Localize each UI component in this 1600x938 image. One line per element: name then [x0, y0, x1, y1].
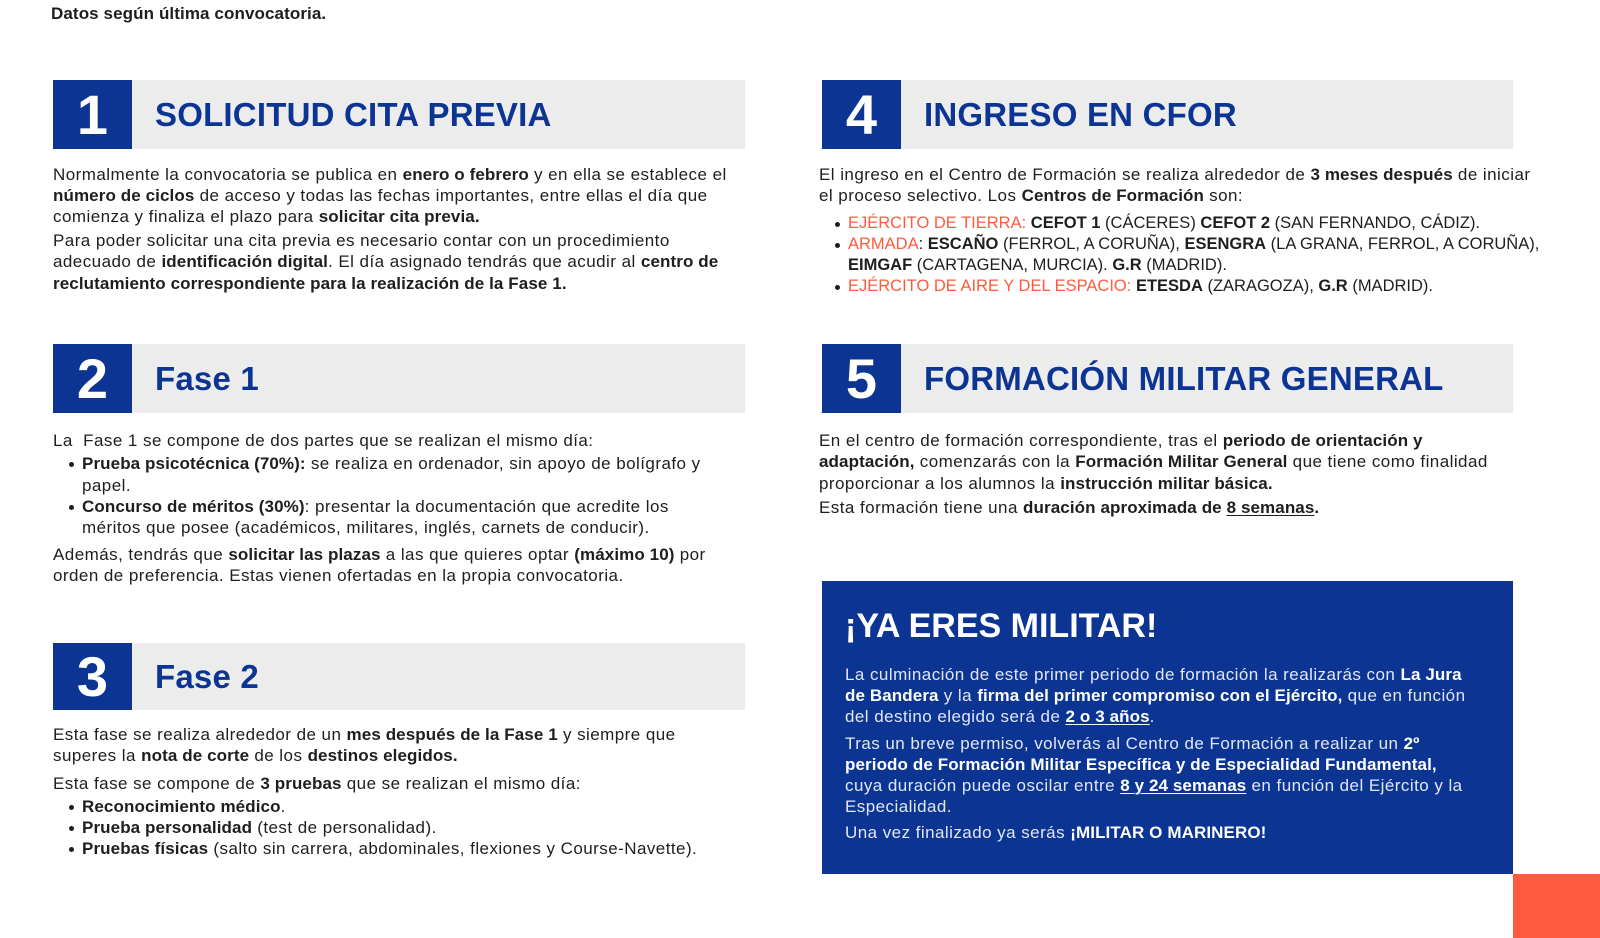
bold-text: ESENGRA — [1184, 234, 1267, 253]
text: por — [674, 544, 706, 564]
section-header-fase-2 — [53, 643, 745, 710]
list-item — [53, 817, 745, 838]
text: cuya duración puede oscilar entre — [845, 775, 1121, 795]
paragraph — [819, 430, 1579, 494]
list-item — [53, 453, 745, 496]
text-line — [53, 185, 745, 206]
text: en función del Ejército y la — [1246, 775, 1463, 795]
branch-name: EJÉRCITO DE TIERRA: — [848, 213, 1027, 232]
text: En el centro de formación correspondiente, tras el — [819, 431, 1223, 450]
text: papel. — [82, 475, 132, 495]
text: Una vez finalizado ya serás — [845, 822, 1071, 842]
section-body-solicitud-cita-previa — [53, 164, 745, 294]
text-line — [845, 796, 1466, 817]
bullet-icon — [69, 805, 74, 810]
text: y la — [938, 685, 978, 705]
step-number: 4 — [822, 80, 901, 149]
bullet-icon — [835, 243, 840, 248]
text: (LA GRANA, FERROL, A CORUÑA), — [1266, 234, 1540, 253]
list-item — [819, 234, 1579, 277]
bold-text: reclutamiento correspondiente para la realización de la Fase 1. — [53, 273, 567, 293]
bold-text: firma del primer compromiso con el Ejército, — [977, 685, 1343, 705]
section-header-formacion-militar-general — [822, 344, 1513, 413]
bold-text: número de ciclos — [53, 186, 195, 206]
text-line — [53, 544, 745, 565]
list-item — [53, 796, 745, 817]
text-line — [819, 451, 1579, 472]
text: (test de personalidad). — [252, 818, 437, 838]
paragraph — [53, 230, 745, 294]
text-line — [848, 255, 1579, 276]
underlined-highlight: 8 semanas — [1226, 497, 1315, 517]
bold-text: 3 meses después — [1310, 164, 1453, 184]
callout-title: ¡YA ERES MILITAR! — [845, 607, 1158, 645]
section-body-fase-2 — [53, 724, 745, 860]
bold-text: 3 pruebas — [260, 773, 342, 793]
paragraph — [819, 164, 1579, 207]
callout-body — [845, 664, 1466, 843]
text-line — [848, 234, 1579, 255]
paragraph — [53, 430, 745, 451]
text: (CÁCERES) — [1100, 213, 1201, 232]
bullet-icon — [69, 462, 74, 467]
bullet-icon — [69, 505, 74, 510]
bold-text: G.R — [1318, 277, 1348, 296]
text: (CARTAGENA, MURCIA). — [912, 256, 1113, 275]
text-line — [819, 473, 1579, 494]
section-title: FORMACIÓN MILITAR GENERAL — [924, 359, 1444, 397]
bold-text: ESCAÑO — [927, 234, 999, 253]
text: Normalmente la convocatoria se publica en — [53, 164, 403, 184]
text: del destino elegido será de — [845, 706, 1066, 726]
text: La Fase 1 se compone de dos partes que se realizan el mismo día: — [53, 431, 594, 450]
section-header-solicitud-cita-previa — [53, 80, 745, 149]
text: de iniciar — [1452, 164, 1531, 184]
text-line — [53, 164, 745, 185]
bullet-icon — [835, 285, 840, 290]
text: de los — [249, 746, 308, 766]
text: (salto sin carrera, abdominales, flexiones y Course-Navette). — [208, 839, 698, 859]
paragraph — [845, 664, 1466, 727]
text-line — [819, 164, 1579, 185]
bold-text: centro de — [640, 252, 719, 272]
text-line — [848, 276, 1579, 297]
bold-text: instrucción militar básica. — [1060, 473, 1273, 493]
text-line — [53, 251, 745, 272]
text-line — [819, 185, 1579, 206]
text: proporcionar a los alumnos la — [819, 473, 1061, 493]
text: (FERROL, A CORUÑA), — [998, 234, 1185, 253]
text: (MADRID). — [1347, 277, 1433, 296]
paragraph — [53, 773, 745, 794]
bold-text: La Jura — [1400, 664, 1462, 684]
text-line — [845, 733, 1466, 754]
paragraph — [53, 724, 745, 767]
text: Además, tendrás que — [53, 544, 229, 564]
list-item — [53, 838, 745, 859]
bold-text: adaptación, — [819, 452, 915, 472]
text-line — [848, 213, 1579, 234]
underlined-highlight: 8 y 24 semanas — [1120, 775, 1247, 795]
text: se realiza en ordenador, sin apoyo de bolígrafo y — [305, 454, 701, 474]
bullet-list — [53, 453, 745, 538]
text-line — [845, 822, 1466, 843]
section-title: Fase 1 — [155, 359, 259, 397]
bold-text: Pruebas físicas — [82, 839, 209, 859]
paragraph — [845, 733, 1466, 817]
bold-text: Prueba psicotécnica (70%): — [82, 454, 306, 474]
list-item — [819, 213, 1579, 234]
bullet-icon — [69, 826, 74, 831]
branch-name: ARMADA — [848, 234, 919, 253]
text: Tras un breve permiso, volverás al Centro de Formación a realizar un — [845, 733, 1404, 753]
step-number: 1 — [53, 80, 132, 149]
bold-text: identificación digital — [161, 252, 329, 272]
text-line — [53, 230, 745, 251]
text-line — [845, 664, 1466, 685]
bold-text: destinos elegidos. — [307, 746, 458, 766]
text: y en ella se establece el — [528, 164, 727, 184]
bold-text: nota de corte — [141, 746, 250, 766]
text: : presentar la documentación que acredite los — [304, 497, 669, 517]
text-line — [819, 430, 1579, 451]
bold-text: periodo de orientación y — [1222, 431, 1423, 450]
paragraph — [53, 544, 745, 587]
text: Para poder solicitar una cita previa es necesario contar con un procedimiento — [53, 231, 670, 251]
data-source-note: Datos según última convocatoria. — [51, 4, 327, 23]
bold-text: (máximo 10) — [574, 544, 675, 564]
text: orden de preferencia. Estas vienen ofertadas en la propia convocatoria. — [53, 566, 624, 586]
text: (ZARAGOZA), — [1202, 277, 1319, 296]
text: que en función — [1342, 685, 1466, 705]
paragraph — [819, 497, 1579, 518]
bold-text: enero o febrero — [402, 164, 529, 184]
bold-text: mes después de la Fase 1 — [346, 724, 558, 744]
bullet-list — [819, 213, 1579, 298]
bold-text: ETESDA — [1135, 277, 1203, 296]
text: Esta fase se realiza alrededor de un — [53, 724, 347, 744]
text-line — [53, 724, 745, 745]
section-header-ingreso-cfor — [822, 80, 1513, 149]
text: comenzarás con la — [914, 452, 1076, 472]
text-line — [82, 496, 745, 517]
text-line — [845, 754, 1466, 775]
text-line — [82, 817, 745, 838]
text-line — [82, 517, 745, 538]
list-item — [53, 496, 745, 539]
text: La culminación de este primer periodo de formación la realizarás con — [845, 664, 1401, 684]
bullet-list — [53, 796, 745, 860]
text: (MADRID). — [1141, 256, 1227, 275]
bold-text: . — [1314, 497, 1320, 517]
bullet-icon — [69, 847, 74, 852]
text: de acceso y todas las fechas importantes, entre ellas el día que — [194, 186, 708, 206]
bold-text: CEFOT 2 — [1200, 213, 1271, 232]
text: que tiene como finalidad — [1287, 452, 1488, 472]
paragraph — [53, 164, 745, 228]
section-body-fase-1 — [53, 430, 745, 586]
bullet-icon — [835, 222, 840, 227]
paragraph — [845, 822, 1466, 843]
text-line — [53, 745, 745, 766]
text: : — [918, 234, 928, 253]
bold-text: Centros de Formación — [1021, 186, 1204, 206]
bold-text: Reconocimiento médico — [82, 796, 281, 816]
text: El ingreso en el Centro de Formación se realiza alrededor de — [819, 164, 1311, 184]
bold-text: 2º — [1403, 733, 1420, 753]
bold-text: Formación Militar General — [1075, 452, 1288, 472]
text-line — [53, 206, 745, 227]
text: a las que quieres optar — [380, 544, 575, 564]
text: Especialidad. — [845, 796, 952, 816]
text: que se realizan el mismo día: — [341, 773, 581, 793]
section-body-formacion-militar-general — [819, 430, 1579, 518]
text-line — [53, 430, 745, 451]
bold-text: solicitar las plazas — [228, 544, 381, 564]
corner-decoration — [1513, 874, 1600, 938]
text: méritos que posee (académicos, militares, inglés, carnets de conducir). — [82, 518, 650, 538]
text-line — [53, 565, 745, 586]
list-item — [819, 276, 1579, 297]
text-line — [819, 497, 1579, 518]
section-body-ingreso-cfor — [819, 164, 1579, 298]
bold-text: EIMGAF — [848, 256, 913, 275]
text: Esta fase se compone de — [53, 773, 261, 793]
bold-text: Prueba personalidad — [82, 818, 253, 838]
ya-eres-militar-callout — [822, 581, 1513, 874]
bold-text: G.R — [1112, 256, 1142, 275]
text-line — [82, 453, 745, 474]
bold-text: periodo de Formación Militar Específica y de Especialidad Fundamental, — [845, 754, 1437, 774]
text-line — [845, 706, 1466, 727]
text-line — [53, 773, 745, 794]
bold-text: ¡MILITAR O MARINERO! — [1070, 822, 1267, 842]
text: el proceso selectivo. Los — [819, 186, 1022, 206]
section-title: INGRESO EN CFOR — [924, 95, 1237, 133]
bold-text: de Bandera — [845, 685, 939, 705]
bold-text: duración aproximada de — [1023, 497, 1227, 517]
text: . — [280, 796, 286, 816]
text-line — [82, 796, 745, 817]
text-line — [82, 838, 745, 859]
text: adecuado de — [53, 252, 162, 272]
text-line — [82, 475, 745, 496]
section-header-fase-1 — [53, 344, 745, 413]
text-line — [845, 775, 1466, 796]
bold-text: CEFOT 1 — [1030, 213, 1101, 232]
step-number: 2 — [53, 344, 132, 413]
text: . El día asignado tendrás que acudir al — [328, 252, 641, 272]
text: (SAN FERNANDO, CÁDIZ). — [1270, 213, 1481, 232]
text: y siempre que — [557, 724, 676, 744]
section-title: Fase 2 — [155, 657, 259, 695]
bold-text: solicitar cita previa. — [318, 207, 480, 227]
bold-text: Concurso de méritos (30%) — [82, 497, 305, 517]
text: Esta formación tiene una — [819, 497, 1024, 517]
text: superes la — [53, 746, 142, 766]
text: son: — [1204, 186, 1244, 206]
step-number: 5 — [822, 344, 901, 413]
branch-name: EJÉRCITO DE AIRE Y DEL ESPACIO: — [848, 277, 1132, 296]
step-number: 3 — [53, 643, 132, 710]
text-line — [53, 273, 745, 294]
text: . — [1149, 706, 1155, 726]
text-line — [845, 685, 1466, 706]
underlined-highlight: 2 o 3 años — [1065, 706, 1150, 726]
section-title: SOLICITUD CITA PREVIA — [155, 95, 552, 133]
text: comienza y finaliza el plazo para — [53, 207, 319, 227]
